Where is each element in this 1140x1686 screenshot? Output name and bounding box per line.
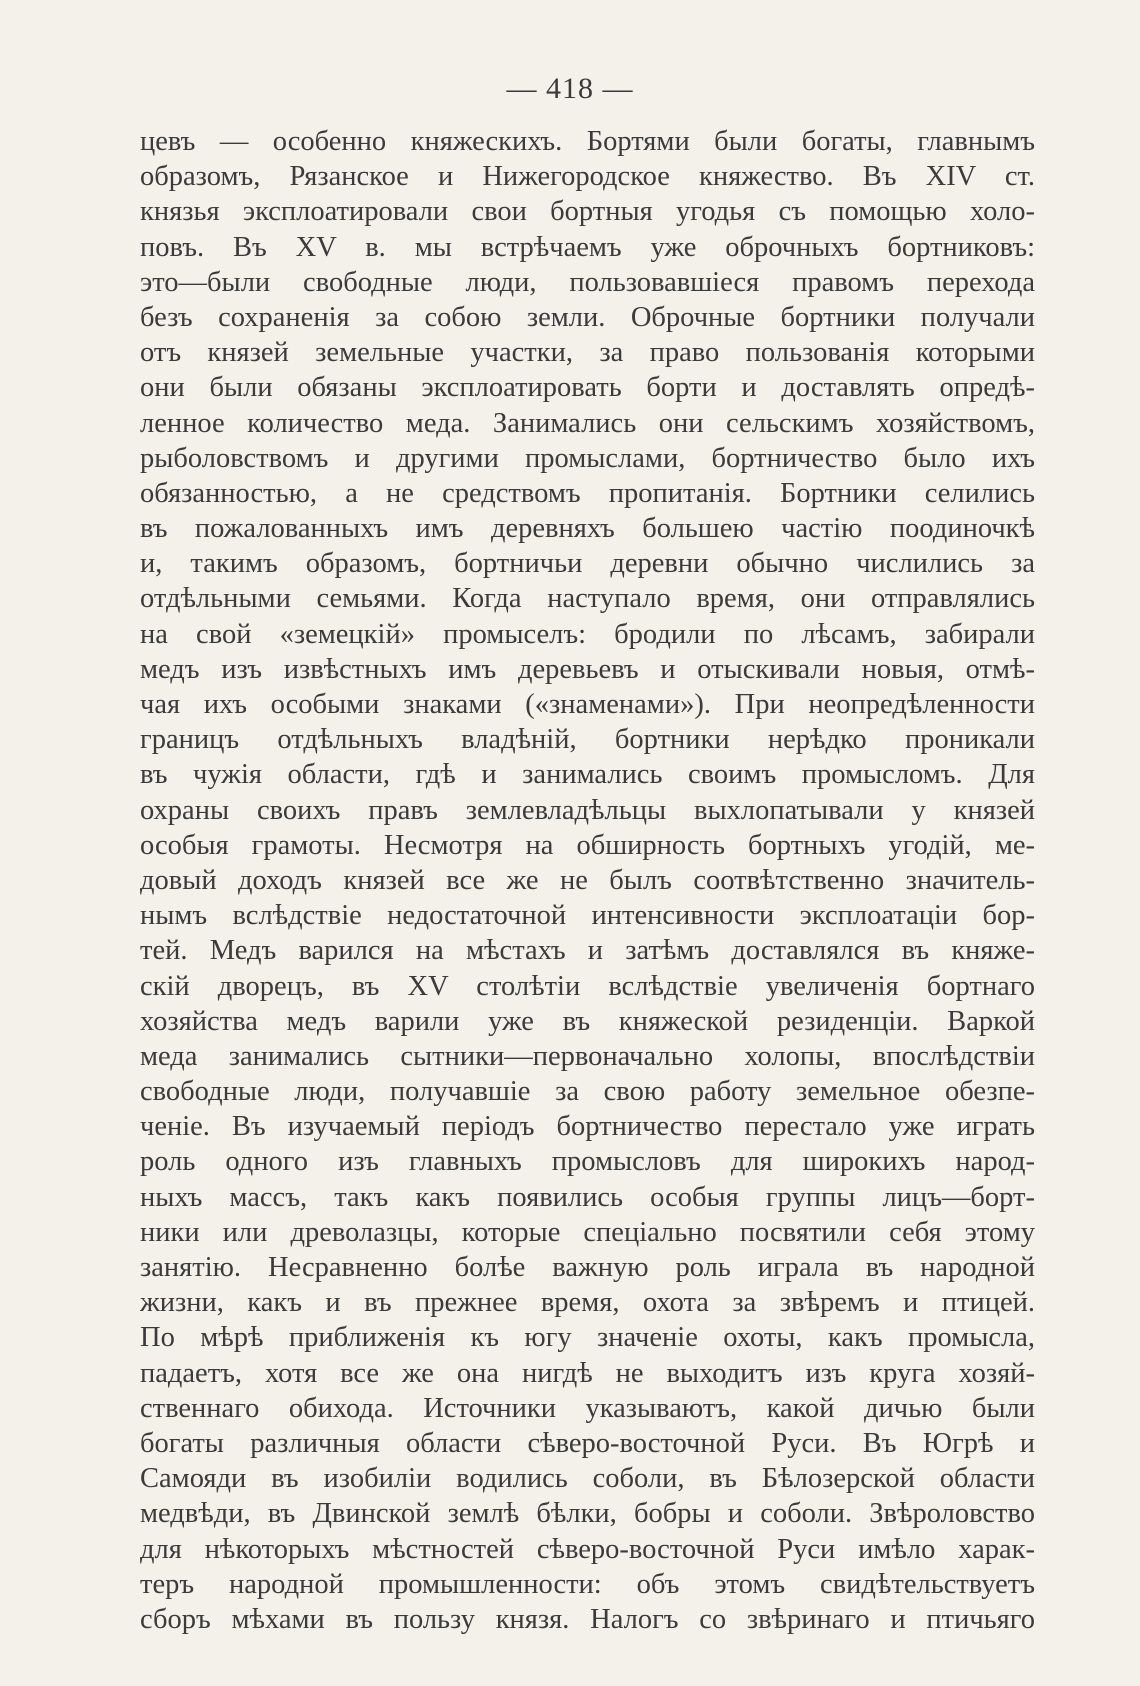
text-line: чая ихъ особыми знаками («знаменами»). При неопредѣленности xyxy=(140,689,1035,720)
text-line: меда занимались сытники—первоначально холопы, впослѣдствіи xyxy=(140,1040,1035,1072)
text-line: роль одного изъ главныхъ промысловъ для широкихъ народ- xyxy=(140,1146,1035,1178)
text-line: медвѣди, въ Двинской землѣ бѣлки, бобры и соболи. Звѣроловство xyxy=(140,1498,1035,1530)
text-line: это—были свободные люди, пользовавшіеся правомъ перехода xyxy=(140,266,1035,298)
body-text xyxy=(140,124,1035,1637)
text-line: богаты различныя области сѣверо-восточной Руси. Въ Югрѣ и xyxy=(140,1427,1035,1459)
text-line: для нѣкоторыхъ мѣстностей сѣверо-восточной Руси имѣло харак- xyxy=(140,1533,1035,1565)
text-line: на свой «земецкій» промыселъ: бродили по лѣсамъ, забирали xyxy=(140,618,1035,650)
text-line: отдѣльными семьями. Когда наступало время, они отправлялись xyxy=(140,583,1035,615)
text-line: охраны своихъ правъ землевладѣльцы выхлопатывали у князей xyxy=(140,794,1035,826)
text-line: ныхъ массъ, такъ какъ появились особыя группы лицъ—борт- xyxy=(140,1181,1035,1213)
page-number: — 418 — xyxy=(506,72,634,105)
text-line: повъ. Въ XV в. мы встрѣчаемъ уже оброчныхъ бортниковъ: xyxy=(140,231,1035,263)
text-line: ченіе. Въ изучаемый періодъ бортничество перестало уже играть xyxy=(140,1111,1035,1143)
text-line: довый доходъ князей все же не былъ соотвѣтственно значитель- xyxy=(140,864,1035,896)
text-line: безъ сохраненія за собою земли. Оброчные бортники получали xyxy=(140,301,1035,333)
text-line: они были обязаны эксплоатировать борти и доставлять опредѣ- xyxy=(140,372,1035,404)
text-line: въ чужія области, гдѣ и занимались своимъ промысломъ. Для xyxy=(140,759,1035,791)
text-line: теръ народной промышленности: объ этомъ свидѣтельствуетъ xyxy=(140,1568,1035,1600)
text-line: особыя грамоты. Несмотря на обширность бортныхъ угодій, ме- xyxy=(140,829,1035,861)
text-line: скій дворецъ, въ XV столѣтіи вслѣдствіе увеличенія бортнаго xyxy=(140,970,1035,1002)
text-line: ственнаго обихода. Источники указываютъ, какой дичью были xyxy=(140,1392,1035,1424)
text-line: медъ изъ извѣстныхъ имъ деревьевъ и отыскивали новыя, отмѣ- xyxy=(140,653,1035,685)
text-line: ленное количество меда. Занимались они сельскимъ хозяйствомъ, xyxy=(140,407,1035,439)
text-line: ники или древолазцы, которые спеціально посвятили себя этому xyxy=(140,1216,1035,1248)
text-line: границъ отдѣльныхъ владѣній, бортники нерѣдко проникали xyxy=(140,724,1035,756)
text-line: отъ князей земельные участки, за право пользованія которыми xyxy=(140,337,1035,369)
text-line: нымъ вслѣдствіе недостаточной интенсивности эксплоатаціи бор- xyxy=(140,900,1035,932)
text-line: Самояди въ изобиліи водились соболи, въ Бѣлозерской области xyxy=(140,1463,1035,1495)
text-line: занятію. Несравненно болѣе важную роль играла въ народной xyxy=(140,1252,1035,1283)
text-line: князья эксплоатировали свои бортныя угодья съ помощью холо- xyxy=(140,196,1035,228)
text-line: и, такимъ образомъ, бортничьи деревни обычно числились за xyxy=(140,548,1035,580)
text-line: рыболовствомъ и другими промыслами, бортничество было ихъ xyxy=(140,442,1035,474)
text-line: обязанностью, а не средствомъ пропитанія. Бортники селились xyxy=(140,477,1035,509)
text-line: цевъ — особенно княжескихъ. Бортями были богаты, главнымъ xyxy=(140,126,1035,157)
text-line: тей. Медъ варился на мѣстахъ и затѣмъ доставлялся въ княже- xyxy=(140,935,1035,967)
text-line: хозяйства медъ варили уже въ княжеской резиденціи. Варкой xyxy=(140,1005,1035,1037)
text-line: падаетъ, хотя все же она нигдѣ не выходитъ изъ круга хозяй- xyxy=(140,1357,1035,1389)
text-line: жизни, какъ и въ прежнее время, охота за звѣремъ и птицей. xyxy=(140,1287,1035,1319)
text-line: По мѣрѣ приближенія къ югу значеніе охоты, какъ промысла, xyxy=(140,1322,1035,1354)
text-line: свободные люди, получавшіе за свою работу земельное обезпе- xyxy=(140,1076,1035,1108)
text-line: образомъ, Рязанское и Нижегородское княжество. Въ XIV ст. xyxy=(140,161,1035,193)
text-line: сборъ мѣхами въ пользу князя. Налогъ со звѣринаго и птичьяго xyxy=(140,1603,1035,1635)
text-line: въ пожалованныхъ имъ деревняхъ большею частію поодиночкѣ xyxy=(140,513,1035,545)
